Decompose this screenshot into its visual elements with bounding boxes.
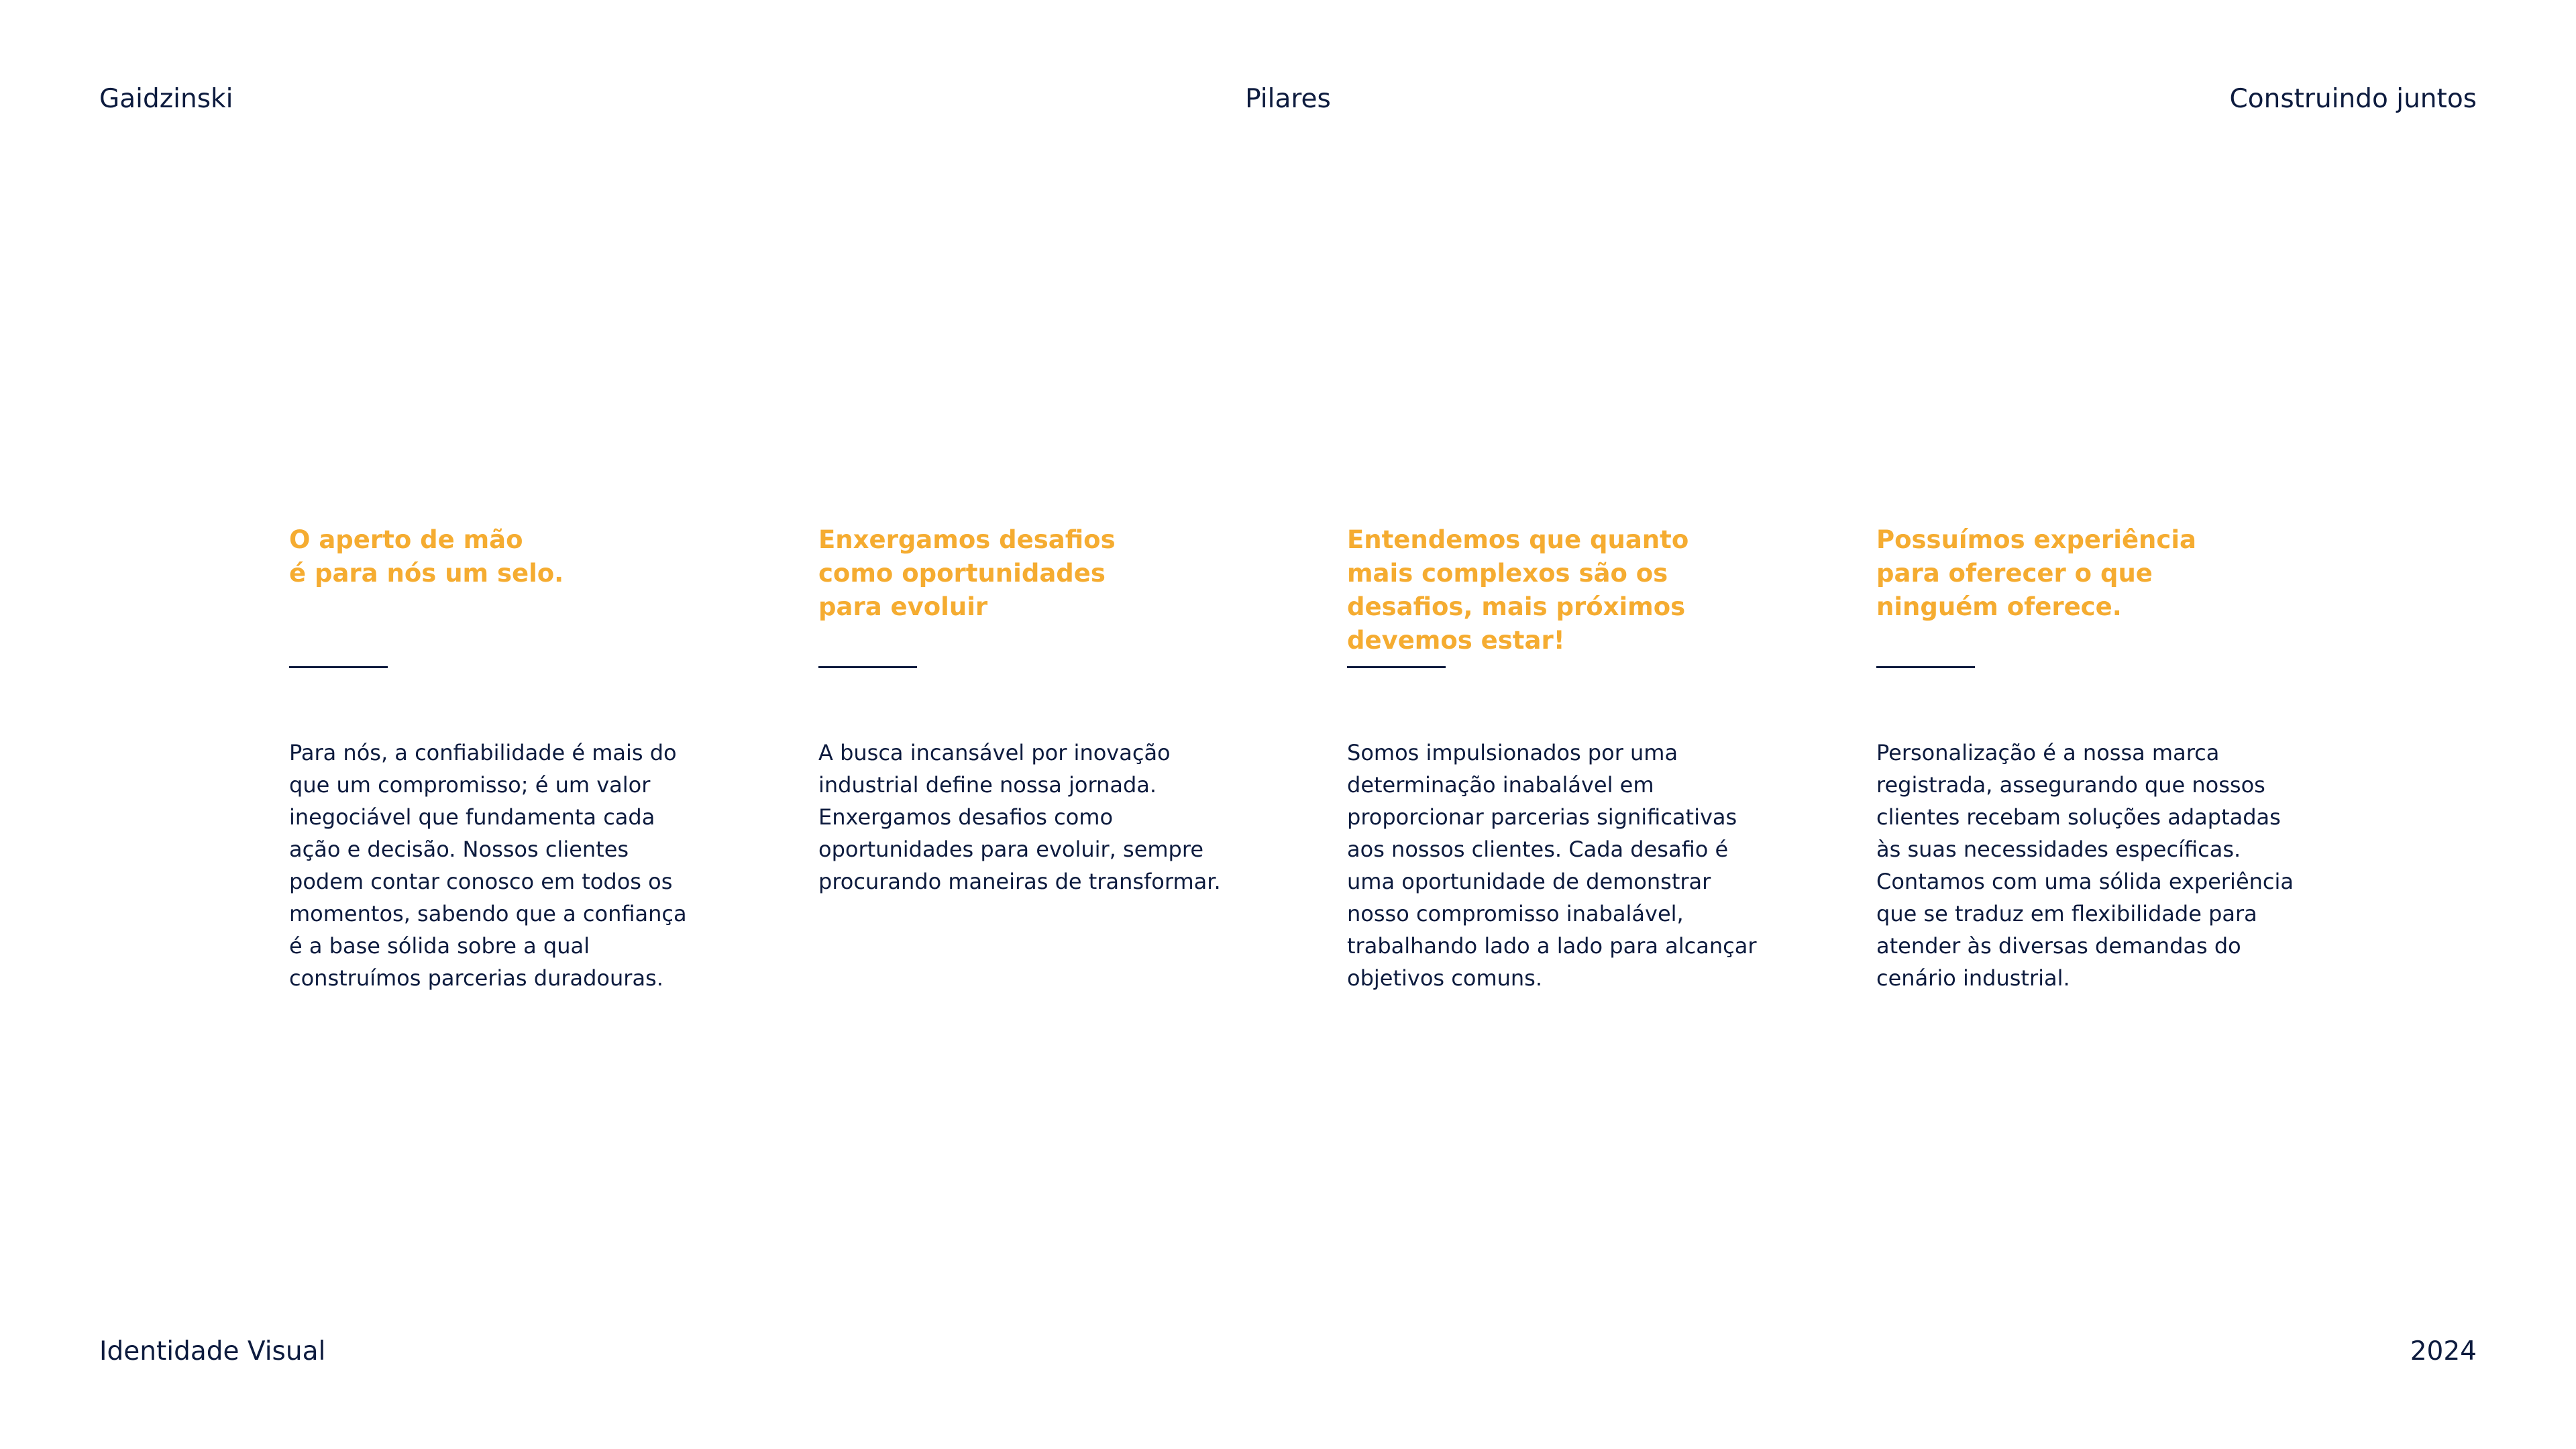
pillar-divider <box>1347 666 1446 668</box>
year-label: 2024 <box>2410 1336 2477 1366</box>
pillar-divider <box>1876 666 1975 668</box>
pillar-description: A busca incansável por inovação industrial define nossa jornada. Enxergamos desafios como oportunidades para evoluir, sempre procurando maneiras de transformar. <box>818 740 1221 894</box>
pillar-card <box>818 523 1248 898</box>
tagline: Construindo juntos <box>2229 84 2477 114</box>
section-title: Pilares <box>1245 84 1331 114</box>
pillar-title: Possuímos experiência para oferecer o que ninguém oferece. <box>1876 525 2196 621</box>
pillar-divider <box>289 666 388 668</box>
pillar-title: O aperto de mão é para nós um selo. <box>289 525 564 588</box>
pillar-card <box>1347 523 1776 994</box>
pillar-card <box>1876 523 2306 994</box>
project-name: Identidade Visual <box>99 1336 326 1366</box>
pillar-divider <box>818 666 917 668</box>
pillar-description: Somos impulsionados por uma determinação inabalável em proporcionar parcerias significativas aos nossos clientes. Cada desafio é uma oportunidade de demonstrar nosso compromisso inabalável, trabalhando lado a lado para alcançar objetivos comuns. <box>1347 740 1757 991</box>
pillar-card <box>289 523 718 994</box>
pillar-description: Para nós, a confiabilidade é mais do que um compromisso; é um valor inegociável que fundamenta cada ação e decisão. Nossos clientes podem contar conosco em todos os momentos, sabendo que a confiança é a base sólida sobre a qual construímos parcerias duradouras. <box>289 740 687 991</box>
pillar-description: Personalização é a nossa marca registrada, assegurando que nossos clientes recebam soluções adaptadas às suas necessidades específicas. Contamos com uma sólida experiência que se traduz em flexibilidade para atender às diversas demandas do cenário industrial. <box>1876 740 2294 991</box>
pillar-title: Enxergamos desafios como oportunidades para evoluir <box>818 525 1116 621</box>
pillar-title: Entendemos que quanto mais complexos são os desafios, mais próximos devemos estar! <box>1347 525 1689 655</box>
brand-name: Gaidzinski <box>99 84 233 114</box>
